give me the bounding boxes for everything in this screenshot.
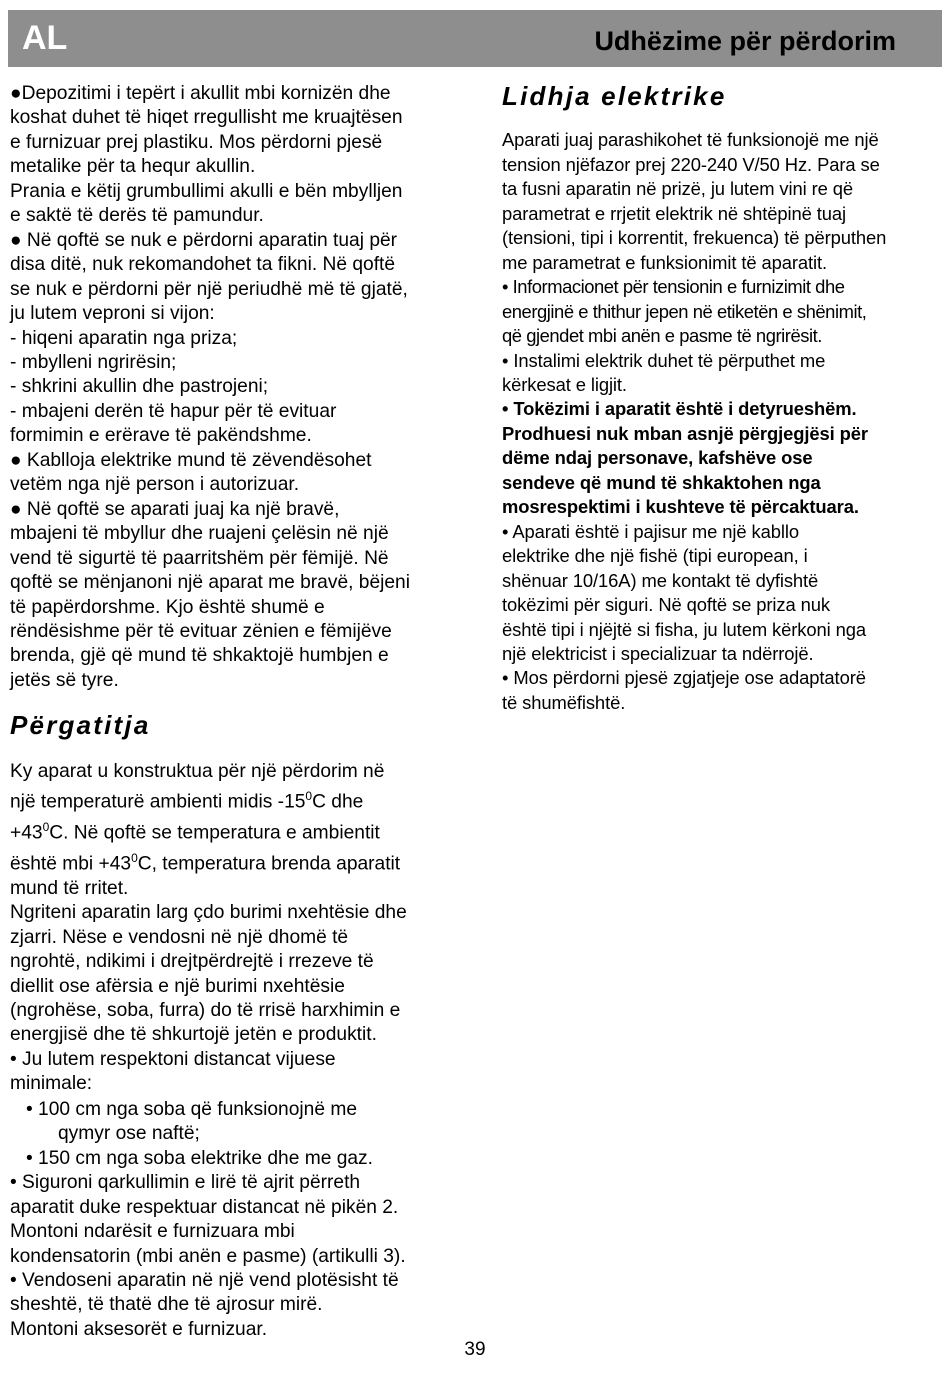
text-line: Montoni aksesorët e furnizuar.	[10, 1318, 268, 1340]
text-line: • Mos përdorni pjesë zgjatjeje ose adaptatorë	[502, 667, 866, 689]
temperature-paragraph	[10, 760, 460, 901]
cable-paragraph	[502, 520, 942, 667]
text-line: • Tokëzimi i aparatit është i detyrueshëm.	[502, 398, 857, 420]
text-line: ta fusni aparatin në prizë, ju lutem vini re që	[502, 178, 854, 200]
text-line	[10, 815, 460, 846]
text-segment: +43	[10, 822, 43, 844]
text-line: - hiqeni aparatin nga priza;	[10, 327, 238, 349]
text-line: disa ditë, nuk rekomandohet ta fikni. Në qoftë	[10, 254, 396, 276]
right-column	[502, 82, 942, 715]
left-column	[10, 82, 460, 1342]
text-line: - shkrini akullin dhe pastrojeni;	[10, 376, 269, 398]
text-line: koshat duhet të hiqet rregullisht me kruajtësen	[10, 107, 403, 129]
text-line: e saktë të derës të pamundur.	[10, 205, 264, 227]
text-line: ju lutem veproni si vijon:	[10, 303, 215, 325]
list-item: • 100 cm nga soba që funksionojnë me	[26, 1098, 357, 1120]
distances-list	[10, 1098, 460, 1171]
text-line: • Aparati është i pajisur me një kabllo	[502, 520, 799, 542]
text-line: Ngriteni aparatin larg çdo burimi nxehtësie dhe	[10, 902, 407, 924]
text-line: ● Në qoftë se nuk e përdorni aparatin tuaj për	[10, 229, 398, 251]
adapters-paragraph	[502, 666, 942, 715]
list-item-continuation: qymyr ose naftë;	[58, 1123, 200, 1145]
text-segment: C dhe	[312, 791, 364, 813]
text-line: zjarri. Nëse e vendosni në një dhomë të	[10, 926, 349, 948]
text-line: dëme ndaj personave, kafshëve ose	[502, 447, 813, 469]
voltage-paragraph	[502, 128, 942, 275]
text-line: Aparati juaj parashikohet të funksionojë me një	[502, 129, 879, 151]
superscript: 0	[131, 850, 138, 865]
text-line: ngrohtë, ndikimi i drejtpërdrejtë i rrezeve të	[10, 951, 374, 973]
install-paragraph	[502, 349, 942, 398]
text-line: metalike për ta hequr akullin.	[10, 156, 256, 178]
text-line: Prodhuesi nuk mban asnjë përgjegjësi për	[502, 422, 868, 444]
placement-paragraph	[10, 901, 460, 1097]
text-line: vend të sigurtë të paarritshëm për fëmijë. Në	[10, 547, 389, 569]
text-line: elektrike dhe një fishë (tipi european, i	[502, 545, 808, 567]
text-line: (tensioni, tipi i korrentit, frekuenca) të përputhen	[502, 227, 887, 249]
text-segment: C, temperatura brenda aparatit	[137, 853, 401, 875]
header-bar	[8, 10, 942, 67]
text-line: të shumëfishtë.	[502, 691, 626, 713]
text-line: vetëm nga një person i autorizuar.	[10, 474, 300, 496]
text-line: - mbajeni derën të hapur për të evituar	[10, 400, 337, 422]
text-line: kërkesat e ligjit.	[502, 373, 627, 395]
text-line: një elektricist i specializuar ta ndërrojë.	[502, 642, 814, 664]
text-line: me parametrat e funksionimit të aparatit.	[502, 251, 828, 273]
text-line: kondensatorin (mbi anën e pasme) (artikulli 3).	[10, 1245, 406, 1267]
list-item: • 150 cm nga soba elektrike dhe me gaz.	[26, 1147, 373, 1169]
text-line: mosrespektimi i kushteve të përcaktuara.	[502, 496, 859, 518]
text-line	[10, 846, 460, 877]
superscript: 0	[42, 820, 50, 835]
text-line: qoftë se mënjanoni një aparat me bravë, bëjeni	[10, 572, 410, 594]
text-line: sheshtë, të thatë dhe të ajrosur mirë.	[10, 1294, 323, 1316]
text-line: brenda, gjë që mund të shkaktojë humbjen e	[10, 645, 389, 667]
section-title-electrical: Lidhja elektrike	[502, 81, 727, 111]
text-line: (ngrohëse, soba, furra) do të rrisë harxhimin e	[10, 1000, 401, 1022]
section-title-preparation: Përgatitja	[10, 710, 151, 741]
text-line: • Ju lutem respektoni distancat vijuese	[10, 1048, 336, 1070]
text-line	[10, 784, 460, 815]
maintenance-block	[10, 82, 460, 693]
text-line: • Instalimi elektrik duhet të përputhet me	[502, 349, 826, 371]
info-paragraph	[502, 275, 942, 348]
text-line: mund të rritet.	[10, 877, 129, 899]
text-line: shënuar 10/16A) me kontakt të dyfishtë	[502, 569, 819, 591]
text-line: rëndësishme për të evituar zënien e fëmijëve	[10, 620, 392, 642]
superscript: 0	[305, 789, 313, 804]
text-line: formimin e erërave të pakëndshme.	[10, 425, 312, 447]
text-line: diellit ose afërsia e një burimi nxehtësie	[10, 975, 345, 997]
text-line: • Siguroni qarkullimin e lirë të ajrit përreth	[10, 1172, 361, 1194]
text-line: sendeve që mund të shkaktohen nga	[502, 471, 821, 493]
text-segment: një temperaturë ambienti midis -15	[10, 791, 306, 813]
text-line: parametrat e rrjetit elektrik në shtëpinë tuaj	[502, 202, 846, 224]
text-segment: është mbi +43	[10, 853, 132, 875]
text-line: është tipi i njëjtë si fisha, ju lutem kërkoni nga	[502, 618, 867, 640]
text-line: mbajeni të mbyllur dhe ruajeni çelësin në një	[10, 523, 389, 545]
text-line: • Informacionet për tensionin e furnizimit dhe	[502, 276, 845, 298]
text-line: jetës së tyre.	[10, 669, 119, 691]
language-code: AL	[22, 19, 68, 57]
text-line: Montoni ndarësit e furnizuara mbi	[10, 1221, 295, 1243]
text-line: energjinë e thithur jepen në etiketën e shënimit,	[502, 300, 867, 322]
text-segment: C. Në qoftë se temperatura e ambientit	[49, 822, 380, 844]
text-line: Prania e këtij grumbullimi akulli e bën mbylljen	[10, 180, 403, 202]
text-line: ●Depozitimi i tepërt i akullit mbi kornizën dhe	[10, 83, 391, 104]
text-line: • Vendoseni aparatin në një vend plotësisht të	[10, 1270, 399, 1292]
text-line: tension njëfazor prej 220-240 V/50 Hz. Para se	[502, 153, 880, 175]
grounding-warning	[502, 397, 942, 519]
text-line: tokëzimi për siguri. Në qoftë se priza nuk	[502, 594, 830, 616]
text-line: aparatit duke respektuar distancat në pikën 2.	[10, 1196, 399, 1218]
document-title: Udhëzime për përdorim	[594, 26, 896, 56]
text-line: e furnizuar prej plastiku. Mos përdorni pjesë	[10, 131, 383, 153]
text-line: të papërdorshme. Kjo është shumë e	[10, 596, 325, 618]
text-line: ● Kablloja elektrike mund të zëvendësohet	[10, 449, 372, 471]
text-line: minimale:	[10, 1073, 93, 1095]
text-line: Ky aparat u konstruktua për një përdorim në	[10, 760, 385, 782]
text-line: energjisë dhe të shkurtojë jetën e produktit.	[10, 1024, 377, 1046]
page-number: 39	[464, 1339, 486, 1360]
text-line: që gjendet mbi anën e pasme të ngrirësit.	[502, 325, 822, 347]
text-line: - mbylleni ngrirësin;	[10, 351, 177, 373]
text-line: se nuk e përdorni për një periudhë më të gjatë,	[10, 278, 408, 300]
ventilation-paragraph	[10, 1171, 460, 1342]
text-line: ● Në qoftë se aparati juaj ka një bravë,	[10, 498, 340, 520]
